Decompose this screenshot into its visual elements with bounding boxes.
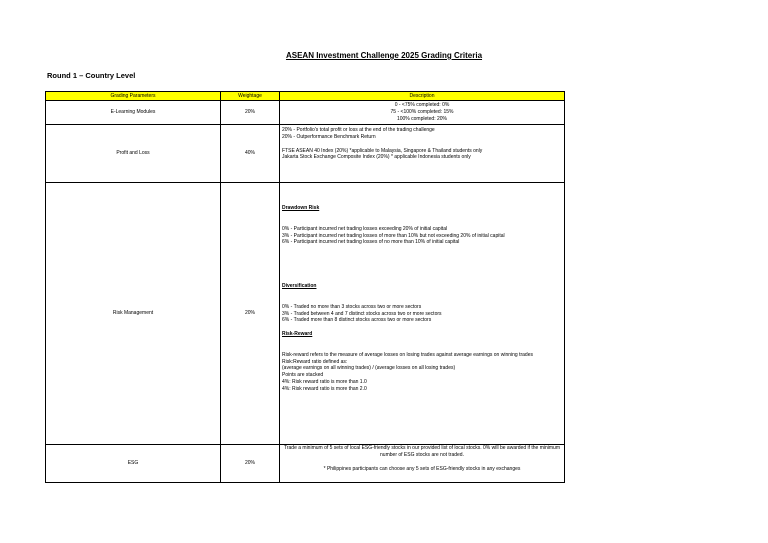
- table-header-row: [46, 92, 565, 101]
- drawdown-heading: Drawdown Risk: [282, 205, 320, 211]
- diversification-heading: Diversification: [282, 283, 317, 289]
- param-elearning: E-Learning Modules: [46, 101, 221, 125]
- desc-elearning: [280, 101, 565, 125]
- section-subtitle: Round 1 – Country Level: [47, 71, 136, 80]
- header-grading-parameters: Grading Parameters: [46, 92, 221, 101]
- header-weightage: Weightage: [221, 92, 280, 101]
- desc-line: 20% - Portfolio's total profit or loss at the end of the trading challenge: [282, 127, 435, 133]
- desc-line: 6% - Participant incurred net trading losses of no more than 10% of initial capital: [282, 239, 460, 246]
- desc-line: Risk-reward refers to the measure of average losses on losing trades against average earnings on winning trades: [282, 351, 533, 358]
- desc-line: 6% - Traded more than 8 distinct stocks across two or more sectors: [282, 317, 432, 324]
- param-esg: ESG: [46, 445, 221, 483]
- table-row-elearning: [46, 101, 565, 125]
- weight-risk: 20%: [221, 183, 280, 445]
- desc-line: 75 - <100% completed: 15%: [390, 109, 454, 116]
- desc-line: FTSE ASEAN 40 Index (20%) *applicable to Malaysia, Singapore & Thailand students only: [282, 147, 483, 154]
- desc-line: Risk:Reward ratio defined as:: [282, 358, 348, 365]
- param-pnl: Profit and Loss: [46, 125, 221, 183]
- weight-esg: 20%: [221, 445, 280, 483]
- desc-line: 4%: Risk reward ratio is more than 2.0: [282, 385, 367, 392]
- param-risk: Risk Management: [46, 183, 221, 445]
- desc-line: Trade a minimum of 5 sets of local ESG-friendly stocks in our provided list of local stocks. 0% will be awarded if the minimum number of ESG stocks are not traded.: [283, 445, 561, 458]
- desc-line: 0% - Participant incurred net trading losses exceeding 20% of initial capital: [282, 225, 448, 232]
- desc-line: 100% completed: 20%: [396, 115, 448, 122]
- page-title: ASEAN Investment Challenge 2025 Grading Criteria: [285, 51, 483, 60]
- desc-line: 0% - Traded no more than 3 stocks across two or more sectors: [282, 303, 422, 310]
- desc-line: 3% - Participant incurred net trading losses of more than 10% but not exceeding 20% of initial capital: [282, 232, 505, 239]
- desc-line: 0 - <75% completed: 0%: [394, 102, 450, 109]
- desc-line: 20% - Outperformance Benchmark Return: [282, 133, 376, 140]
- desc-line: 4%: Risk reward ratio is more than 1.0: [282, 378, 367, 385]
- desc-risk: [280, 183, 565, 445]
- table-row-risk: [46, 183, 565, 445]
- weight-pnl: 40%: [221, 125, 280, 183]
- desc-pnl: [280, 125, 565, 183]
- grading-table: [45, 91, 565, 483]
- desc-note: * Philippines participants can choose any 5 sets of ESG-friendly stocks in any exchanges: [323, 465, 521, 472]
- desc-line: Points are stacked: [282, 372, 324, 378]
- table-row-esg: [46, 445, 565, 483]
- desc-line: Jakarta Stock Exchange Composite Index (20%) * applicable Indonesia students only: [282, 154, 471, 161]
- risk-reward-heading: Risk-Reward: [282, 331, 313, 337]
- desc-line: (average earnings on all winning trades) / (average losses on all losing trades): [282, 365, 456, 372]
- desc-esg: [280, 445, 565, 483]
- table-row-pnl: [46, 125, 565, 183]
- desc-line: 3% - Traded between 4 and 7 distinct stocks across two or more sectors: [282, 310, 442, 317]
- header-description: Description: [280, 92, 565, 101]
- weight-elearning: 20%: [221, 101, 280, 125]
